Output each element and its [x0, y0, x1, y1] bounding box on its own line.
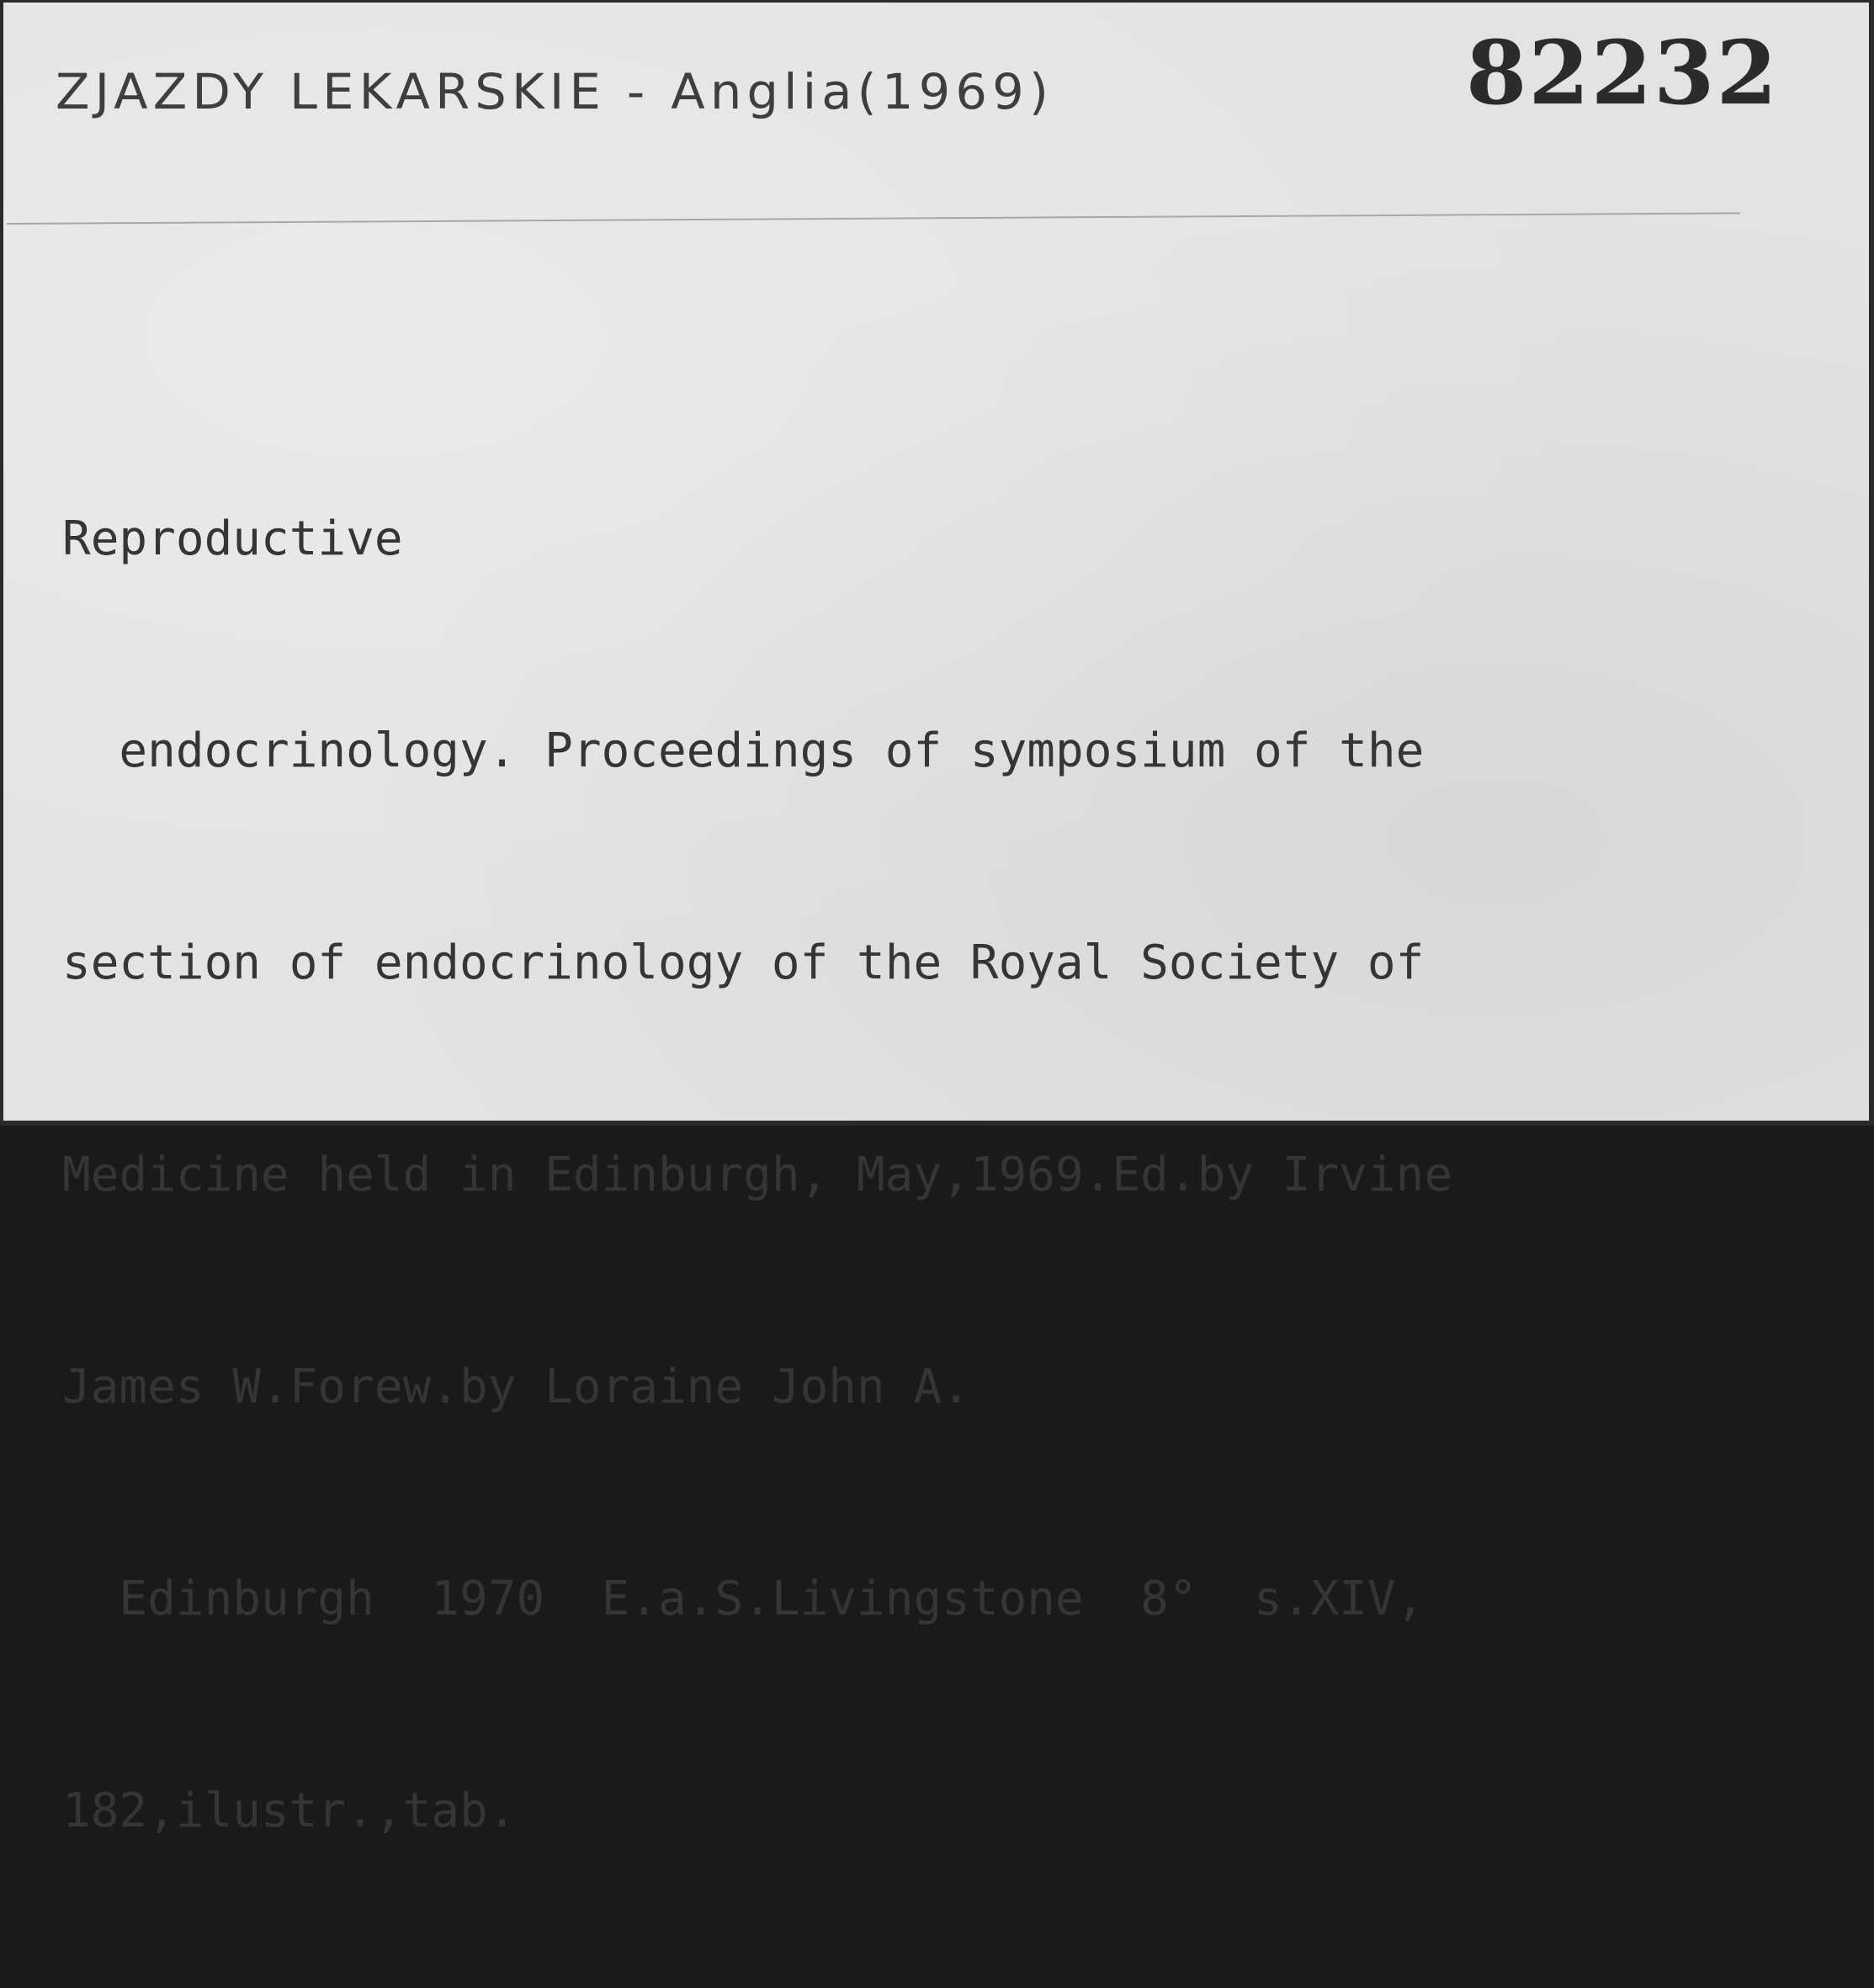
description-line: Medicine held in Edinburgh, May,1969.Ed.by Irvine — [62, 1148, 1453, 1202]
description-line: Edinburgh 1970 E.a.S.Livingstone 8° s.XIV, — [62, 1572, 1425, 1626]
description-line: section of endocrinology of the Royal Society of — [62, 936, 1425, 990]
description-line: Reproductive — [62, 512, 403, 566]
description-line: James W.Forew.by Loraine John A. — [62, 1360, 970, 1414]
description-line: 182,ilustr.,tab. — [62, 1784, 517, 1838]
description-line: endocrinology. Proceedings of symposium of the — [62, 724, 1425, 778]
call-number: 82232 — [1466, 21, 1779, 125]
bibliographic-description — [62, 363, 1452, 1988]
subject-heading: ZJAZDY LEKARSKIE - Anglia(1969) — [56, 63, 1054, 120]
heading-divider — [7, 212, 1740, 225]
